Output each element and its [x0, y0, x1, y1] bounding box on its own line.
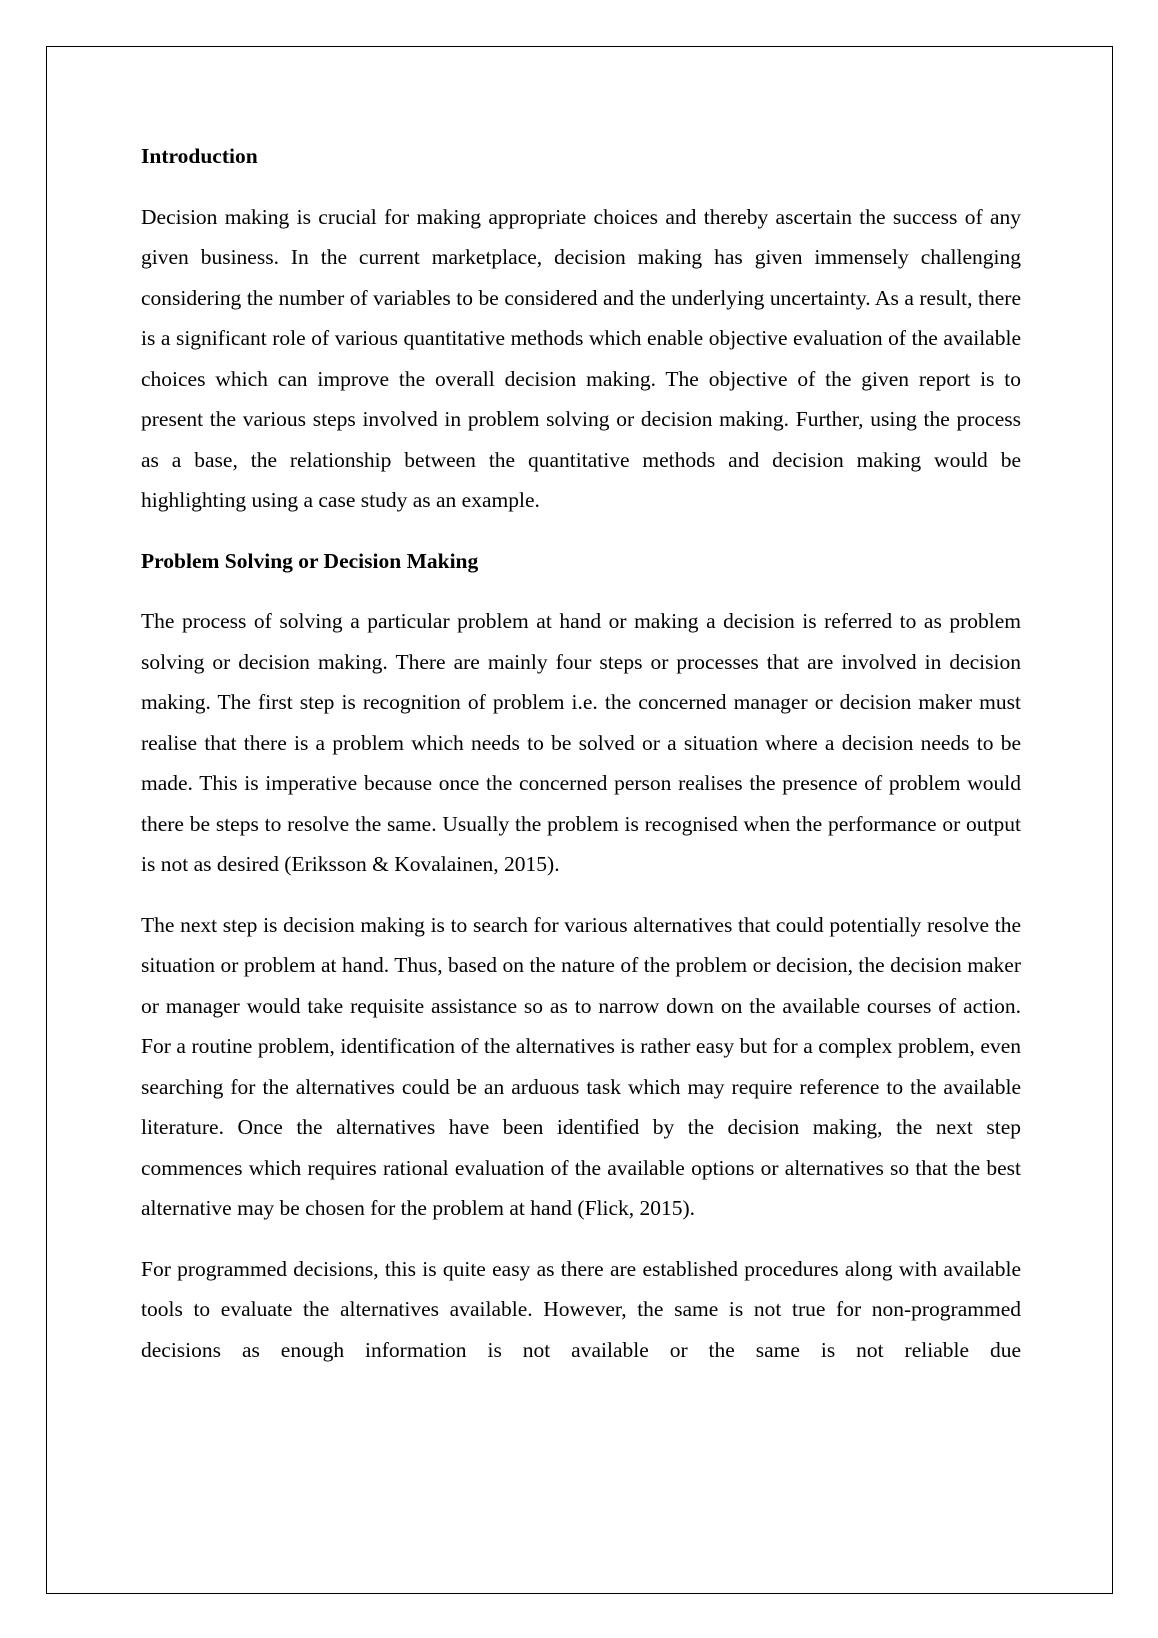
paragraph-problem-solving-2: The next step is decision making is to search for various alternatives that could potentially resolve the situation or problem at hand. Thus, based on the nature of the problem or decision, the decision maker or manager would take requisite assistance so as to narrow down on the available courses of action. For a routine problem, identification of the alternatives is rather easy but for a complex problem, even searching for the alternatives could be an arduous task which may require reference to the available literature. Once the alternatives have been identified by the decision making, the next step commences which requires rational evaluation of the available options or alternatives so that the best alternative may be chosen for the problem at hand (Flick, 2015).: [141, 912, 1021, 1220]
paragraph-problem-solving-1: The process of solving a particular problem at hand or making a decision is referred to as problem solving or decision making. There are mainly four steps or processes that are involved in decision making. The first step is recognition of problem i.e. the concerned manager or decision maker must realise that there is a problem which needs to be solved or a situation where a decision needs to be made. This is imperative because once the concerned person realises the presence of problem would there be steps to resolve the same. Usually the problem is recognised when the performance or output is not as desired (Eriksson & Kovalainen, 2015).: [141, 609, 1021, 876]
document-body: [141, 136, 1021, 1390]
paragraph-introduction: Decision making is crucial for making appropriate choices and thereby ascertain the success of any given business. In the current marketplace, decision making has given immensely challenging considering the number of variables to be considered and the underlying uncertainty. As a result, there is a significant role of various quantitative methods which enable objective evaluation of the available choices which can improve the overall decision making. The objective of the given report is to present the various steps involved in problem solving or decision making. Further, using the process as a base, the relationship between the quantitative methods and decision making would be highlighting using a case study as an example.: [141, 204, 1021, 512]
paragraph-problem-solving-3: For programmed decisions, this is quite easy as there are established procedures along with available tools to evaluate the alternatives available. However, the same is not true for non-programmed decisions as enough information is not available or the same is not reliable due: [141, 1256, 1021, 1362]
section-heading-introduction: Introduction: [141, 144, 258, 168]
section-heading-problem-solving: Problem Solving or Decision Making: [141, 548, 479, 573]
